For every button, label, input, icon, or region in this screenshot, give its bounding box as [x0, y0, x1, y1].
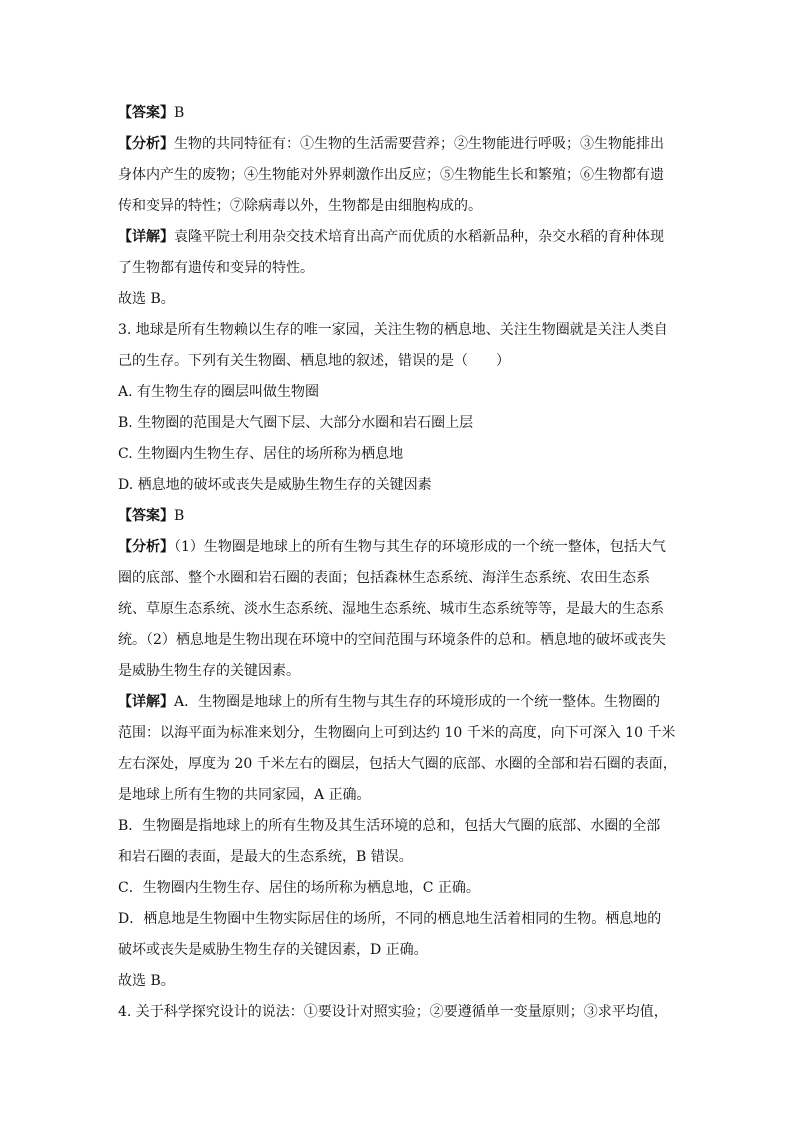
- q3-conclusion: 故选 B。: [118, 973, 175, 989]
- analysis-label: 【分析】: [118, 136, 174, 152]
- q4-stem-line: 4. 关于科学探究设计的说法：①要设计对照实验；②要遵循单一变量原则；③求平均值，: [118, 1004, 668, 1020]
- answer-label: 【答案】: [118, 508, 174, 524]
- q2-detail-line: 了生物都有遗传和变异的特性。: [118, 260, 314, 276]
- q3-detail-line: 是地球上所有生物的共同家园，A 正确。: [118, 787, 371, 803]
- q2-analysis-text: 生物的共同特征有：①生物的生活需要营养；②生物能进行呼吸；③生物能排出: [174, 136, 664, 152]
- q3-detail-text: A．生物圈是地球上的所有生物与其生存的环境形成的一个统一整体。生物圈的: [174, 694, 661, 710]
- q3-analysis-line: [118, 532, 678, 563]
- q3-detail-line: 左右深处，厚度为 20 千米左右的圈层，包括大气圈的底部、水圈的全部和岩石圈的表面，: [118, 756, 677, 772]
- q3-detail-line: [118, 687, 678, 718]
- q3-analysis-line: 是威胁生物生存的关键因素。: [118, 663, 300, 679]
- q3-analysis-text: （1）生物圈是地球上的所有生物与其生存的环境形成的一个统一整体，包括大气: [174, 539, 666, 555]
- q3-option-c: C. 生物圈内生物生存、居住的场所称为栖息地: [118, 446, 404, 462]
- q2-analysis-line: [118, 129, 678, 160]
- q3-stem-line: 己的生存。下列有关生物圈、栖息地的叙述，错误的是（ ）: [118, 353, 510, 369]
- q2-answer-value: B: [174, 105, 185, 121]
- q3-stem-line: 3. 地球是所有生物赖以生存的唯一家园，关注生物的栖息地、关注生物圈就是关注人类自: [118, 322, 668, 338]
- q2-detail-text: 袁隆平院士利用杂交技术培育出高产而优质的水稻新品种，杂交水稻的育种体现: [174, 229, 664, 245]
- q3-detail-line: B．生物圈是指地球上的所有生物及其生活环境的总和，包括大气圈的底部、水圈的全部: [118, 818, 661, 834]
- q2-answer-line: [118, 98, 678, 129]
- q3-option-b: B. 生物圈的范围是大气圈下层、大部分水圈和岩石圈上层: [118, 415, 474, 431]
- q3-answer-value: B: [174, 508, 185, 524]
- q3-answer-line: [118, 501, 678, 532]
- q2-analysis-line: 传和变异的特性；⑦除病毒以外，生物都是由细胞构成的。: [118, 198, 482, 214]
- detail-label: 【详解】: [118, 694, 174, 710]
- q3-detail-line: 破坏或丧失是威胁生物生存的关键因素，D 正确。: [118, 942, 428, 958]
- q3-option-a: A. 有生物生存的圈层叫做生物圈: [118, 384, 320, 400]
- q3-option-d: D. 栖息地的破坏或丧失是威胁生物生存的关键因素: [118, 477, 432, 493]
- q3-detail-line: D．栖息地是生物圈中生物实际居住的场所，不同的栖息地生活着相同的生物。栖息地的: [118, 911, 662, 927]
- q2-detail-line: [118, 222, 678, 253]
- q3-detail-line: 和岩石圈的表面，是最大的生态系统，B 错误。: [118, 849, 413, 865]
- analysis-label: 【分析】: [118, 539, 174, 555]
- document-page: [118, 98, 678, 1028]
- q3-detail-line: C．生物圈内生物生存、居住的场所称为栖息地，C 正确。: [118, 880, 480, 896]
- answer-label: 【答案】: [118, 105, 174, 121]
- q3-analysis-line: 统。（2）栖息地是生物出现在环境中的空间范围与环境条件的总和。栖息地的破坏或丧失: [118, 632, 666, 648]
- detail-label: 【详解】: [118, 229, 174, 245]
- q2-conclusion: 故选 B。: [118, 291, 175, 307]
- q3-detail-line: 范围：以海平面为标准来划分，生物圈向上可到达约 10 千米的高度，向下可深入 10 千米: [118, 725, 676, 741]
- q3-analysis-line: 圈的底部、整个水圈和岩石圈的表面；包括森林生态系统、海洋生态系统、农田生态系: [118, 570, 650, 586]
- q3-analysis-line: 统、草原生态系统、淡水生态系统、湿地生态系统、城市生态系统等等，是最大的生态系: [118, 601, 664, 617]
- q2-analysis-line: 身体内产生的废物；④生物能对外界刺激作出反应；⑤生物能生长和繁殖；⑥生物都有遗: [118, 167, 664, 183]
